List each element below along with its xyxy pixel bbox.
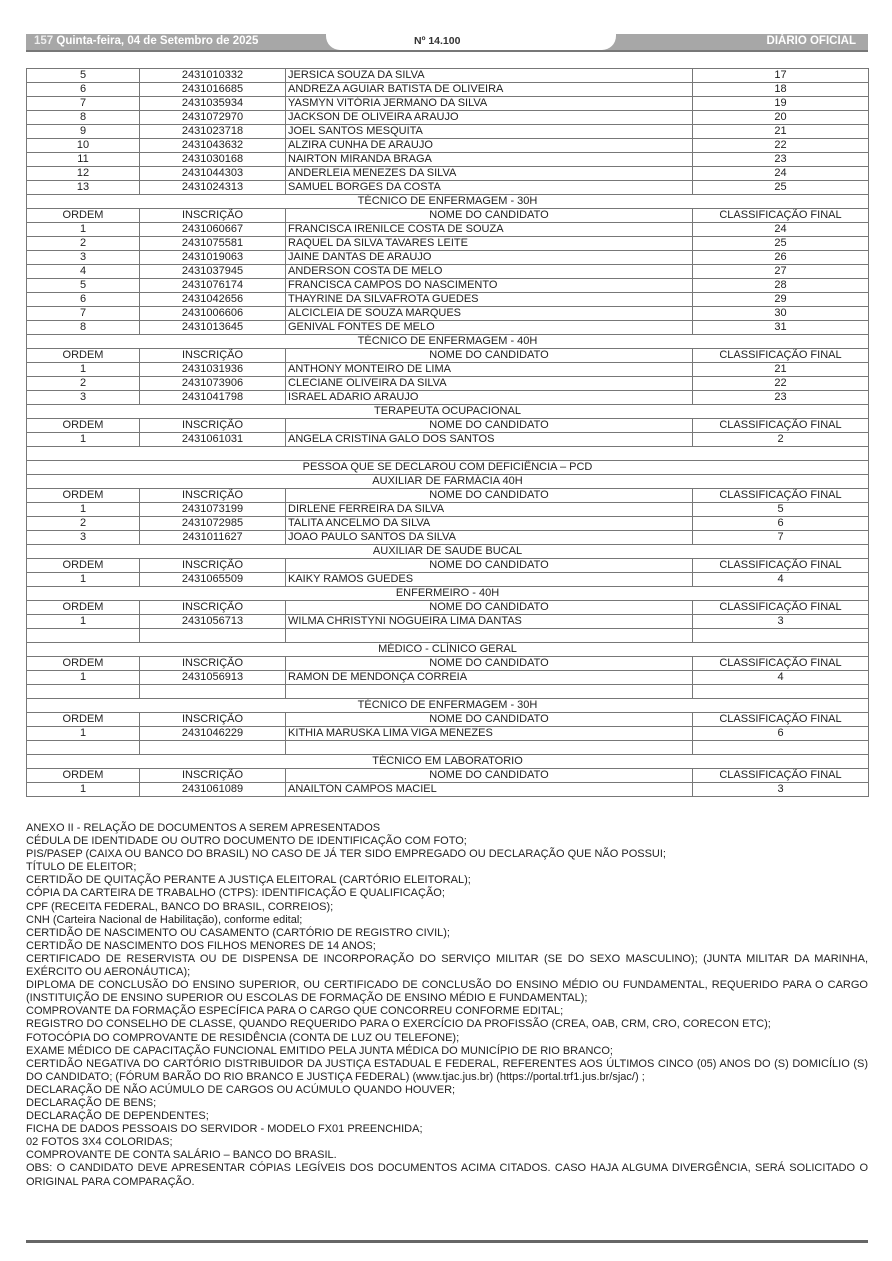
journal-name: DIÁRIO OFICIAL	[766, 35, 856, 47]
bottom-rule	[26, 1240, 868, 1243]
cell-ordem: 2	[27, 377, 140, 391]
column-header-row	[27, 559, 869, 573]
cell-ordem: 8	[27, 111, 140, 125]
results-table	[26, 68, 869, 797]
cell-ordem: 1	[27, 671, 140, 685]
annex-item: COMPROVANTE DA FORMAÇÃO ESPECÍFICA PARA O CARGO QUE CONCORREU CONFORME EDITAL;	[26, 1005, 564, 1018]
column-header: NOME DO CANDIDATO	[286, 559, 693, 573]
cell-ordem: 2	[27, 517, 140, 531]
cell-classificacao: 23	[693, 153, 869, 167]
annex-item: CÓPIA DA CARTEIRA DE TRABALHO (CTPS): IDENTIFICAÇÃO E QUALIFICAÇÃO;	[26, 887, 445, 900]
table-row	[27, 377, 869, 391]
column-header: INSCRIÇÃO	[140, 769, 286, 783]
header-rule	[26, 50, 868, 52]
blank-cell	[27, 629, 140, 643]
cell-classificacao: 29	[693, 293, 869, 307]
section-title-row	[27, 755, 869, 769]
cell-ordem: 11	[27, 153, 140, 167]
column-header: CLASSIFICAÇÃO FINAL	[693, 713, 869, 727]
cell-classificacao: 3	[693, 615, 869, 629]
cell-ordem: 13	[27, 181, 140, 195]
column-header: NOME DO CANDIDATO	[286, 601, 693, 615]
cell-inscricao: 2431075581	[140, 237, 286, 251]
blank-cell	[286, 685, 693, 699]
table-row	[27, 783, 869, 797]
cell-nome: ANGELA CRISTINA GALO DOS SANTOS	[286, 433, 693, 447]
cell-nome: RAQUEL DA SILVA TAVARES LEITE	[286, 237, 693, 251]
cell-inscricao: 2431060667	[140, 223, 286, 237]
cell-nome: JAINE DANTAS DE ARAUJO	[286, 251, 693, 265]
cell-ordem: 1	[27, 363, 140, 377]
cell-classificacao: 31	[693, 321, 869, 335]
table-row	[27, 503, 869, 517]
cell-nome: JACKSON DE OLIVEIRA ARAUJO	[286, 111, 693, 125]
blank-row	[27, 447, 869, 461]
cell-inscricao: 2431073199	[140, 503, 286, 517]
cell-inscricao: 2431061031	[140, 433, 286, 447]
cell-nome: SAMUEL BORGES DA COSTA	[286, 181, 693, 195]
column-header: CLASSIFICAÇÃO FINAL	[693, 349, 869, 363]
cell-inscricao: 2431013645	[140, 321, 286, 335]
annex-item: DECLARAÇÃO DE DEPENDENTES;	[26, 1110, 209, 1123]
cell-classificacao: 4	[693, 573, 869, 587]
cell-ordem: 6	[27, 293, 140, 307]
cell-classificacao: 28	[693, 279, 869, 293]
cell-classificacao: 6	[693, 517, 869, 531]
cell-inscricao: 2431076174	[140, 279, 286, 293]
annex-item: CERTIDÃO DE QUITAÇÃO PERANTE A JUSTIÇA ELEITORAL (CARTÓRIO ELEITORAL);	[26, 874, 471, 887]
section-title-row	[27, 545, 869, 559]
cell-inscricao: 2431073906	[140, 377, 286, 391]
cell-classificacao: 18	[693, 83, 869, 97]
cell-inscricao: 2431030168	[140, 153, 286, 167]
cell-ordem: 3	[27, 251, 140, 265]
column-header: INSCRIÇÃO	[140, 489, 286, 503]
table-row	[27, 531, 869, 545]
cell-classificacao: 7	[693, 531, 869, 545]
blank-cell	[693, 629, 869, 643]
table-row	[27, 153, 869, 167]
cell-classificacao: 20	[693, 111, 869, 125]
cell-nome: CLECIANE OLIVEIRA DA SILVA	[286, 377, 693, 391]
column-header: CLASSIFICAÇÃO FINAL	[693, 419, 869, 433]
cell-nome: FRANCISCA IRENILCE COSTA DE SOUZA	[286, 223, 693, 237]
section-title: AUXILIAR DE FARMÁCIA 40H	[27, 475, 869, 489]
blank-cell	[27, 685, 140, 699]
header-left	[34, 35, 258, 47]
cell-ordem: 5	[27, 279, 140, 293]
column-header-row	[27, 489, 869, 503]
cell-inscricao: 2431016685	[140, 83, 286, 97]
cell-inscricao: 2431023718	[140, 125, 286, 139]
column-header: NOME DO CANDIDATO	[286, 657, 693, 671]
annex-item: CERTIDÃO DE NASCIMENTO OU CASAMENTO (CARTÓRIO DE REGISTRO CIVIL);	[26, 926, 450, 939]
blank-cell	[693, 685, 869, 699]
cell-classificacao: 22	[693, 377, 869, 391]
cell-nome: RAMON DE MENDONÇA CORREIA	[286, 671, 693, 685]
cell-nome: KAIKY RAMOS GUEDES	[286, 573, 693, 587]
cell-ordem: 2	[27, 237, 140, 251]
cell-inscricao: 2431046229	[140, 727, 286, 741]
column-header: CLASSIFICAÇÃO FINAL	[693, 559, 869, 573]
cell-inscricao: 2431043632	[140, 139, 286, 153]
column-header: ORDEM	[27, 657, 140, 671]
cell-inscricao: 2431035934	[140, 97, 286, 111]
cell-classificacao: 27	[693, 265, 869, 279]
column-header: CLASSIFICAÇÃO FINAL	[693, 209, 869, 223]
section-title: TÉCNICO DE ENFERMAGEM - 30H	[27, 195, 869, 209]
section-title: TERAPEUTA OCUPACIONAL	[27, 405, 869, 419]
table-row	[27, 181, 869, 195]
table-row	[27, 433, 869, 447]
section-title: MÉDICO - CLÍNICO GERAL	[27, 643, 869, 657]
cell-inscricao: 2431010332	[140, 69, 286, 83]
cell-classificacao: 25	[693, 181, 869, 195]
cell-nome: NAIRTON MIRANDA BRAGA	[286, 153, 693, 167]
blank-cell	[27, 741, 140, 755]
cell-nome: DIRLENE FERREIRA DA SILVA	[286, 503, 693, 517]
column-header: ORDEM	[27, 349, 140, 363]
cell-inscricao: 2431041798	[140, 391, 286, 405]
blank-cell	[27, 447, 869, 461]
table-row	[27, 671, 869, 685]
cell-ordem: 9	[27, 125, 140, 139]
table-row	[27, 363, 869, 377]
annex-item: CÉDULA DE IDENTIDADE OU OUTRO DOCUMENTO DE IDENTIFICAÇÃO COM FOTO;	[26, 835, 467, 848]
cell-classificacao: 3	[693, 783, 869, 797]
section-title-row	[27, 587, 869, 601]
annex-item: CPF (RECEITA FEDERAL, BANCO DO BRASIL, CORREIOS);	[26, 900, 334, 913]
section-title-row	[27, 643, 869, 657]
section-title-row	[27, 405, 869, 419]
cell-ordem: 3	[27, 391, 140, 405]
table-row	[27, 727, 869, 741]
results-table-body	[27, 69, 869, 797]
cell-inscricao: 2431019063	[140, 251, 286, 265]
section-title: PESSOA QUE SE DECLAROU COM DEFICIÊNCIA – PCD	[27, 461, 869, 475]
cell-nome: THAYRINE DA SILVAFROTA GUEDES	[286, 293, 693, 307]
column-header: INSCRIÇÃO	[140, 657, 286, 671]
blank-row	[27, 685, 869, 699]
blank-cell	[286, 741, 693, 755]
table-row	[27, 139, 869, 153]
table-row	[27, 111, 869, 125]
table-row	[27, 307, 869, 321]
cell-classificacao: 24	[693, 223, 869, 237]
section-title-row	[27, 475, 869, 489]
column-header-row	[27, 419, 869, 433]
blank-row	[27, 629, 869, 643]
table-row	[27, 223, 869, 237]
annex-item: DECLARAÇÃO DE NÃO ACÚMULO DE CARGOS OU ACÚMULO QUANDO HOUVER;	[26, 1083, 456, 1096]
cell-classificacao: 4	[693, 671, 869, 685]
blank-cell	[140, 685, 286, 699]
annex-document-list	[26, 822, 868, 1189]
blank-cell	[693, 741, 869, 755]
column-header: ORDEM	[27, 559, 140, 573]
cell-nome: JOAO PAULO SANTOS DA SILVA	[286, 531, 693, 545]
cell-inscricao: 2431065509	[140, 573, 286, 587]
cell-inscricao: 2431042656	[140, 293, 286, 307]
cell-ordem: 12	[27, 167, 140, 181]
cell-nome: TALITA ANCELMO DA SILVA	[286, 517, 693, 531]
column-header: CLASSIFICAÇÃO FINAL	[693, 769, 869, 783]
cell-nome: ALZIRA CUNHA DE ARAUJO	[286, 139, 693, 153]
cell-classificacao: 22	[693, 139, 869, 153]
cell-ordem: 1	[27, 783, 140, 797]
section-title: TÉCNICO EM LABORATORIO	[27, 755, 869, 769]
annex-item: DECLARAÇÃO DE BENS;	[26, 1096, 157, 1109]
annex-item: PIS/PASEP (CAIXA OU BANCO DO BRASIL) NO CASO DE JÁ TER SIDO EMPREGADO OU DECLARAÇÃO QUE NÃO POSSUI;	[26, 848, 666, 861]
annex-item: EXAME MÉDICO DE CAPACITAÇÃO FUNCIONAL EMITIDO PELA JUNTA MÉDICA DO MUNICÍPIO DE RIO BRANCO;	[26, 1044, 613, 1057]
annex-item: FICHA DE DADOS PESSOAIS DO SERVIDOR - MODELO FX01 PREENCHIDA;	[26, 1123, 423, 1136]
annex-item: CERTIFICADO DE RESERVISTA OU DE DISPENSA DE INCORPORAÇÃO DO SERVIÇO MILITAR (SE DO SEXO MASCULINO); (JUNTA MILITAR DA MARINHA, EXÉRCITO OU AERONÁUTICA);	[26, 952, 868, 979]
cell-inscricao: 2431056913	[140, 671, 286, 685]
cell-nome: ANTHONY MONTEIRO DE LIMA	[286, 363, 693, 377]
cell-classificacao: 21	[693, 125, 869, 139]
blank-cell	[140, 741, 286, 755]
column-header: ORDEM	[27, 489, 140, 503]
column-header: NOME DO CANDIDATO	[286, 419, 693, 433]
column-header: NOME DO CANDIDATO	[286, 489, 693, 503]
cell-nome: JERSICA SOUZA DA SILVA	[286, 69, 693, 83]
page-number: 157	[34, 35, 54, 47]
cell-ordem: 10	[27, 139, 140, 153]
header-tab	[326, 34, 616, 50]
cell-inscricao: 2431037945	[140, 265, 286, 279]
cell-inscricao: 2431056713	[140, 615, 286, 629]
cell-classificacao: 30	[693, 307, 869, 321]
section-title-row	[27, 699, 869, 713]
table-row	[27, 83, 869, 97]
cell-ordem: 1	[27, 433, 140, 447]
column-header: NOME DO CANDIDATO	[286, 209, 693, 223]
cell-nome: ANDERLEIA MENEZES DA SILVA	[286, 167, 693, 181]
table-row	[27, 293, 869, 307]
column-header: NOME DO CANDIDATO	[286, 713, 693, 727]
page-date: Quinta-feira, 04 de Setembro de 2025	[56, 35, 259, 47]
cell-inscricao: 2431061089	[140, 783, 286, 797]
column-header: NOME DO CANDIDATO	[286, 769, 693, 783]
column-header: INSCRIÇÃO	[140, 713, 286, 727]
cell-ordem: 3	[27, 531, 140, 545]
cell-classificacao: 25	[693, 237, 869, 251]
column-header: ORDEM	[27, 769, 140, 783]
table-row	[27, 279, 869, 293]
cell-classificacao: 5	[693, 503, 869, 517]
cell-classificacao: 24	[693, 167, 869, 181]
annex-item: CERTIDÃO NEGATIVA DO CARTÓRIO DISTRIBUIDOR DA JUSTIÇA ESTADUAL E FEDERAL, REFERENTES AOS ÚLTIMOS CINCO (05) ANOS DO (S) DOMICÍLIO (S) DO CANDIDATO; (FÓRUM BARÃO DO RIO BRANCO E JUSTIÇA FEDERAL) (www.tjac.jus.br) (https://portal.trf1.jus.br/sjac/) ;	[26, 1057, 868, 1083]
cell-inscricao: 2431011627	[140, 531, 286, 545]
section-title: ENFERMEIRO - 40H	[27, 587, 869, 601]
annex-item: CNH (Carteira Nacional de Habilitação), conforme edital;	[26, 913, 303, 926]
annex-item: TÍTULO DE ELEITOR;	[26, 861, 137, 874]
cell-nome: KITHIA MARUSKA LIMA VIGA MENEZES	[286, 727, 693, 741]
blank-row	[27, 741, 869, 755]
table-row	[27, 391, 869, 405]
cell-inscricao: 2431031936	[140, 363, 286, 377]
annex-item: COMPROVANTE DE CONTA SALÁRIO – BANCO DO BRASIL.	[26, 1149, 337, 1162]
column-header: CLASSIFICAÇÃO FINAL	[693, 489, 869, 503]
column-header: INSCRIÇÃO	[140, 601, 286, 615]
blank-cell	[286, 629, 693, 643]
cell-ordem: 7	[27, 307, 140, 321]
section-title: TÉCNICO DE ENFERMAGEM - 40H	[27, 335, 869, 349]
cell-ordem: 1	[27, 223, 140, 237]
cell-ordem: 6	[27, 83, 140, 97]
cell-classificacao: 6	[693, 727, 869, 741]
cell-classificacao: 21	[693, 363, 869, 377]
table-row	[27, 573, 869, 587]
section-title-row	[27, 335, 869, 349]
table-row	[27, 517, 869, 531]
cell-classificacao: 17	[693, 69, 869, 83]
column-header: INSCRIÇÃO	[140, 349, 286, 363]
table-row	[27, 167, 869, 181]
column-header: ORDEM	[27, 713, 140, 727]
column-header: CLASSIFICAÇÃO FINAL	[693, 657, 869, 671]
annex-title: ANEXO II - RELAÇÃO DE DOCUMENTOS A SEREM APRESENTADOS	[26, 822, 381, 834]
table-row	[27, 237, 869, 251]
cell-ordem: 1	[27, 573, 140, 587]
cell-inscricao: 2431024313	[140, 181, 286, 195]
cell-nome: ANDREZA AGUIAR BATISTA DE OLIVEIRA	[286, 83, 693, 97]
column-header-row	[27, 713, 869, 727]
cell-nome: WILMA CHRISTYNI NOGUEIRA LIMA DANTAS	[286, 615, 693, 629]
cell-inscricao: 2431044303	[140, 167, 286, 181]
cell-classificacao: 23	[693, 391, 869, 405]
annex-item: CERTIDÃO DE NASCIMENTO DOS FILHOS MENORES DE 14 ANOS;	[26, 939, 376, 952]
cell-nome: ANAILTON CAMPOS MACIEL	[286, 783, 693, 797]
cell-classificacao: 19	[693, 97, 869, 111]
annex-item: DIPLOMA DE CONCLUSÃO DO ENSINO SUPERIOR, OU CERTIFICADO DE CONCLUSÃO DO ENSINO MÉDIO OU FUNDAMENTAL, REQUERIDO PARA O CARGO (INSTITUIÇÃO DE ENSINO SUPERIOR OU ESCOLAS DE FORMAÇÃO DE ENSINO MÉDIO E FUNDAMENTAL);	[26, 979, 868, 1005]
cell-ordem: 5	[27, 69, 140, 83]
table-row	[27, 615, 869, 629]
annex-item: OBS: O CANDIDATO DEVE APRESENTAR CÓPIAS LEGÍVEIS DOS DOCUMENTOS ACIMA CITADOS. CASO HAJA ALGUMA DIVERGÊNCIA, SERÁ SOLICITADO O ORIGINAL PARA COMPARAÇÃO.	[26, 1162, 868, 1188]
column-header: INSCRIÇÃO	[140, 559, 286, 573]
page-header	[26, 34, 868, 52]
column-header-row	[27, 657, 869, 671]
column-header: INSCRIÇÃO	[140, 419, 286, 433]
cell-classificacao: 2	[693, 433, 869, 447]
cell-ordem: 1	[27, 727, 140, 741]
cell-nome: JOEL SANTOS MESQUITA	[286, 125, 693, 139]
table-row	[27, 125, 869, 139]
cell-nome: GENIVAL FONTES DE MELO	[286, 321, 693, 335]
annex-item: REGISTRO DO CONSELHO DE CLASSE, QUANDO REQUERIDO PARA O EXERCÍCIO DA PROFISSÃO (CREA, OAB, CRM, CRO, CORECON ETC);	[26, 1018, 771, 1031]
column-header: ORDEM	[27, 419, 140, 433]
cell-inscricao: 2431072985	[140, 517, 286, 531]
table-row	[27, 69, 869, 83]
cell-nome: ANDERSON COSTA DE MELO	[286, 265, 693, 279]
table-row	[27, 321, 869, 335]
cell-classificacao: 26	[693, 251, 869, 265]
column-header-row	[27, 601, 869, 615]
edition-number: Nº 14.100	[414, 35, 461, 47]
section-title: AUXILIAR DE SAUDE BUCAL	[27, 545, 869, 559]
cell-ordem: 1	[27, 615, 140, 629]
cell-inscricao: 2431006606	[140, 307, 286, 321]
column-header: NOME DO CANDIDATO	[286, 349, 693, 363]
column-header-row	[27, 769, 869, 783]
cell-ordem: 8	[27, 321, 140, 335]
blank-cell	[140, 629, 286, 643]
section-title: TÉCNICO DE ENFERMAGEM - 30H	[27, 699, 869, 713]
cell-nome: FRANCISCA CAMPOS DO NASCIMENTO	[286, 279, 693, 293]
cell-nome: ALCICLEIA DE SOUZA MARQUES	[286, 307, 693, 321]
cell-ordem: 7	[27, 97, 140, 111]
cell-ordem: 1	[27, 503, 140, 517]
cell-ordem: 4	[27, 265, 140, 279]
column-header: ORDEM	[27, 601, 140, 615]
cell-nome: YASMYN VITÓRIA JERMANO DA SILVA	[286, 97, 693, 111]
cell-inscricao: 2431072970	[140, 111, 286, 125]
cell-nome: ISRAEL ADARIO ARAUJO	[286, 391, 693, 405]
column-header: INSCRIÇÃO	[140, 209, 286, 223]
section-title-row	[27, 461, 869, 475]
column-header-row	[27, 209, 869, 223]
table-row	[27, 251, 869, 265]
column-header: CLASSIFICAÇÃO FINAL	[693, 601, 869, 615]
section-title-row	[27, 195, 869, 209]
column-header: ORDEM	[27, 209, 140, 223]
table-row	[27, 265, 869, 279]
column-header-row	[27, 349, 869, 363]
annex-item: 02 FOTOS 3X4 COLORIDAS;	[26, 1136, 173, 1149]
annex-item: FOTOCÓPIA DO COMPROVANTE DE RESIDÊNCIA (CONTA DE LUZ OU TELEFONE);	[26, 1031, 460, 1044]
table-row	[27, 97, 869, 111]
